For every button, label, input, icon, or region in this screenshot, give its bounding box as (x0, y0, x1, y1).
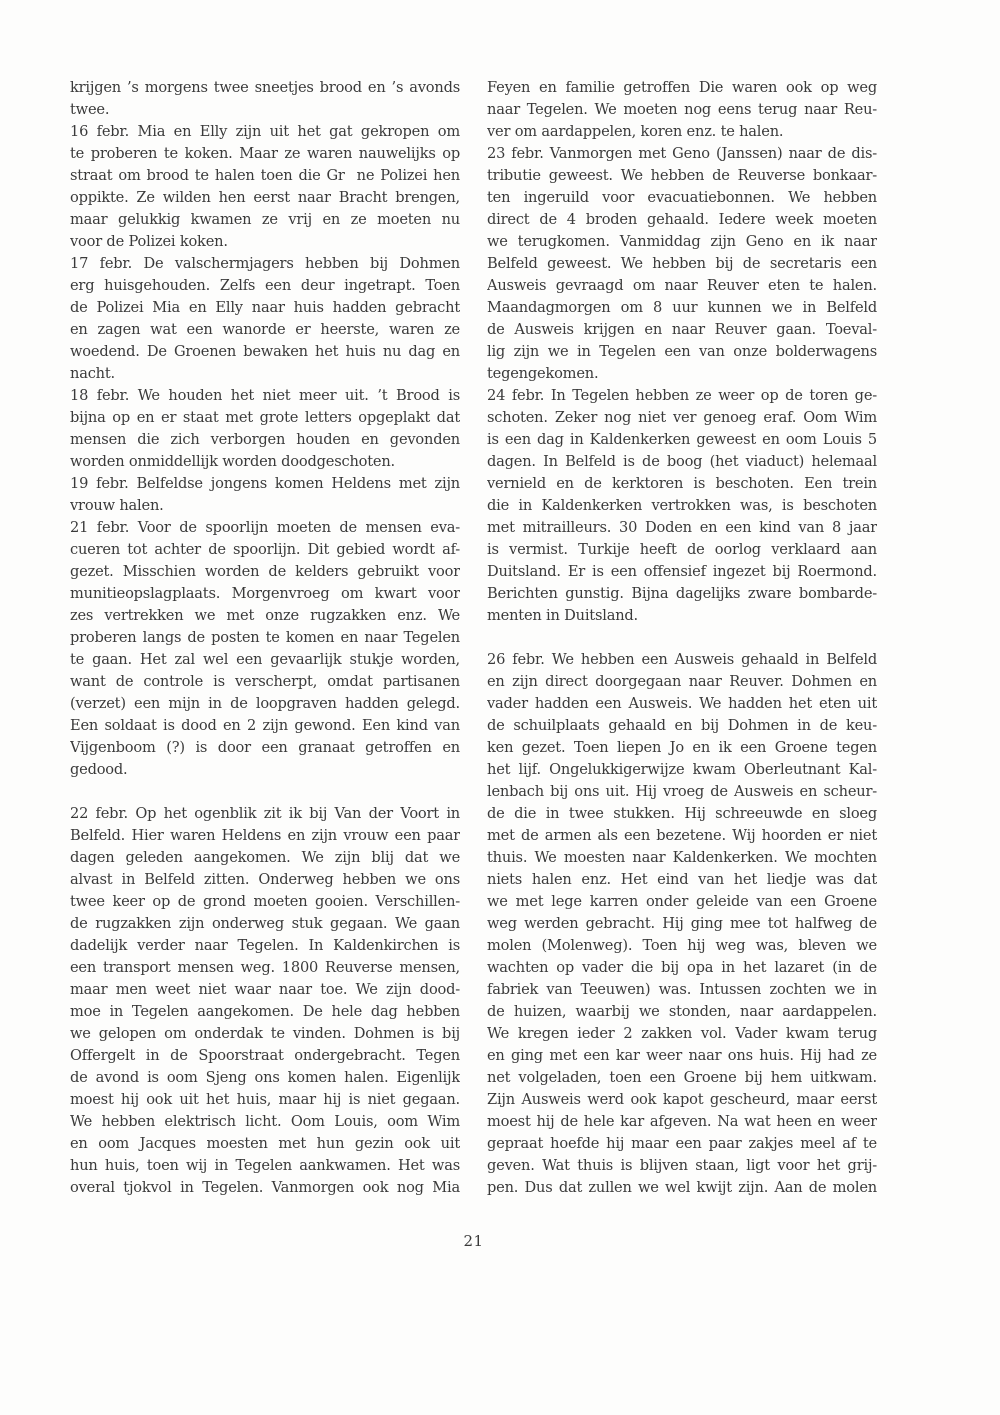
text-line: een transport mensen weg. 1800 Reuverse mensen, (70, 959, 460, 976)
text-line: 23 febr. Vanmorgen met Geno (Janssen) naar de dis- (487, 145, 877, 162)
text-line: nacht. (70, 365, 115, 382)
text-line: munitieopslagplaats. Morgenvroeg om kwart voor (70, 585, 460, 602)
text-line: zes vertrekken we met onze rugzakken enz. We (70, 607, 460, 624)
text-columns (70, 77, 877, 1199)
text-line: Maandagmorgen om 8 uur kunnen we in Belfeld (487, 299, 877, 316)
text-line: molen (Molenweg). Toen hij weg was, bleven we (487, 937, 877, 954)
text-line: fabriek van Teeuwen) was. Intussen zochten we in (487, 981, 877, 998)
text-line: tegengekomen. (487, 365, 599, 382)
text-line: Vijgenboom (?) is door een granaat getroffen en (70, 739, 460, 756)
text-line: met mitrailleurs. 30 Doden en een kind van 8 jaar (487, 519, 877, 536)
diary-paragraph (487, 143, 877, 385)
text-line: de die in twee stukken. Hij schreeuwde en sloeg (487, 805, 877, 822)
text-line: tributie geweest. We hebben de Reuverse bonkaar- (487, 167, 877, 184)
text-line: wachten op vader die bij opa in het lazaret (in de (487, 959, 877, 976)
text-line: de Polizei Mia en Elly naar huis hadden gebracht (70, 299, 460, 316)
text-line: woedend. De Groenen bewaken het huis nu dag en (70, 343, 460, 360)
text-line: Feyen en familie getroffen Die waren ook op weg (487, 79, 877, 96)
diary-paragraph (70, 77, 460, 121)
text-line: twee keer op de grond moeten gooien. Verschillen- (70, 893, 460, 910)
text-line: Belfeld geweest. We hebben bij de secretaris een (487, 255, 877, 272)
text-line: Ausweis gevraagd om naar Reuver eten te halen. (487, 277, 877, 294)
text-line: en ging met een kar weer naar ons huis. Hij had ze (487, 1047, 877, 1064)
text-line: te proberen te koken. Maar ze waren nauwelijks op (70, 145, 460, 162)
text-line: Offergelt in de Spoorstraat ondergebracht. Tegen (70, 1047, 460, 1064)
text-line: moest hij de hele kar afgeven. Na wat heen en weer (487, 1113, 877, 1130)
diary-paragraph (70, 803, 460, 1199)
text-line: moest hij ook uit het huis, maar hij is niet gegaan. (70, 1091, 460, 1108)
text-line: We kregen ieder 2 zakken vol. Vader kwam terug (487, 1025, 877, 1042)
text-line: dagen geleden aangekomen. We zijn blij dat we (70, 849, 460, 866)
text-line: is vermist. Turkije heeft de oorlog verklaard aan (487, 541, 877, 558)
diary-paragraph (70, 385, 460, 473)
text-line: is een dag in Kaldenkerken geweest en oom Louis 5 (487, 431, 877, 448)
text-line: we gelopen om onderdak te vinden. Dohmen is bij (70, 1025, 460, 1042)
text-line: thuis. We moesten naar Kaldenkerken. We mochten (487, 849, 877, 866)
text-line: gezet. Misschien worden de kelders gebruikt voor (70, 563, 460, 580)
text-line: ten ingeruild voor evacuatiebonnen. We hebben (487, 189, 877, 206)
text-line: bijna op en er staat met grote letters opgeplakt dat (70, 409, 460, 426)
text-line: 18 febr. We houden het niet meer uit. ’t Brood is (70, 387, 460, 404)
text-line: 22 febr. Op het ogenblik zit ik bij Van der Voort in (70, 805, 460, 822)
text-line: Belfeld. Hier waren Heldens en zijn vrouw een paar (70, 827, 460, 844)
text-line: geven. Wat thuis is blijven staan, ligt voor het grij- (487, 1157, 877, 1174)
text-line: vader hadden een Ausweis. We hadden het eten uit (487, 695, 877, 712)
text-line: schoten. Zeker nog niet ver genoeg eraf. Oom Wim (487, 409, 877, 426)
text-line: Een soldaat is dood en 2 zijn gewond. Een kind van (70, 717, 460, 734)
text-line: ver om aardappelen, koren enz. te halen. (487, 123, 784, 140)
text-line: gedood. (70, 761, 128, 778)
text-line: maar gelukkig kwamen ze vrij en ze moeten nu (70, 211, 460, 228)
text-line: maar men weet niet waar naar toe. We zijn dood- (70, 981, 460, 998)
text-line: en zijn direct doorgegaan naar Reuver. Dohmen en (487, 673, 877, 690)
diary-paragraph (70, 121, 460, 253)
diary-paragraph (487, 77, 877, 143)
text-line: (verzet) een mijn in de loopgraven hadden gelegd. (70, 695, 460, 712)
text-line: lenbach bij ons uit. Hij vroeg de Ausweis en scheur- (487, 783, 877, 800)
text-line: weg werden gebracht. Hij ging mee tot halfweg de (487, 915, 877, 932)
text-line: Berichten gunstig. Bijna dagelijks zware bombarde- (487, 585, 877, 602)
text-line: twee. (70, 101, 110, 118)
text-line: het lijf. Ongelukkigerwijze kwam Oberleutnant Kal- (487, 761, 877, 778)
text-line: vernield en de kerktoren is beschoten. Een trein (487, 475, 877, 492)
text-line: we met lege karren onder geleide van een Groene (487, 893, 877, 910)
column-right (487, 77, 877, 1199)
text-line: 24 febr. In Tegelen hebben ze weer op de toren ge- (487, 387, 877, 404)
diary-paragraph (70, 253, 460, 385)
text-line: proberen langs de posten te komen en naar Tegelen (70, 629, 460, 646)
text-line: we terugkomen. Vanmiddag zijn Geno en ik naar (487, 233, 877, 250)
text-line: 17 febr. De valschermjagers hebben bij Dohmen (70, 255, 460, 272)
diary-paragraph (70, 473, 460, 517)
text-line: voor de Polizei koken. (70, 233, 228, 250)
text-line: lig zijn we in Tegelen een van onze bolderwagens (487, 343, 877, 360)
text-line: 16 febr. Mia en Elly zijn uit het gat gekropen om (70, 123, 460, 140)
text-line: die in Kaldenkerken vertrokken was, is beschoten (487, 497, 877, 514)
text-line: want de controle is verscherpt, omdat partisanen (70, 673, 460, 690)
column-left (70, 77, 460, 1199)
text-line: en zagen wat een wanorde er heerste, waren ze (70, 321, 460, 338)
text-line: 21 febr. Voor de spoorlijn moeten de mensen eva- (70, 519, 460, 536)
text-line: dagen. In Belfeld is de boog (het viaduct) helemaal (487, 453, 877, 470)
text-line: Duitsland. Er is een offensief ingezet bij Roermond. (487, 563, 877, 580)
text-line: pen. Dus dat zullen we wel kwijt zijn. Aan de molen (487, 1179, 877, 1196)
text-line: de avond is oom Sjeng ons komen halen. Eigenlijk (70, 1069, 460, 1086)
text-line: de schuilplaats gehaald en bij Dohmen in de keu- (487, 717, 877, 734)
text-line: te gaan. Het zal wel een gevaarlijk stukje worden, (70, 651, 460, 668)
text-line: moe in Tegelen aangekomen. De hele dag hebben (70, 1003, 460, 1020)
text-line: ken gezet. Toen liepen Jo en ik een Groene tegen (487, 739, 877, 756)
text-line: naar Tegelen. We moeten nog eens terug naar Reu- (487, 101, 877, 118)
text-line: en oom Jacques moesten met hun gezin ook uit (70, 1135, 460, 1152)
text-line: de Ausweis krijgen en naar Reuver gaan. Toeval- (487, 321, 877, 338)
text-line: dadelijk verder naar Tegelen. In Kaldenkirchen is (70, 937, 460, 954)
text-line: Zijn Ausweis werd ook kapot gescheurd, maar eerst (487, 1091, 877, 1108)
text-line: de huizen, waarbij we stonden, naar aardappelen. (487, 1003, 877, 1020)
text-line: menten in Duitsland. (487, 607, 638, 624)
diary-paragraph (70, 517, 460, 781)
text-line: mensen die zich verborgen houden en gevonden (70, 431, 460, 448)
text-line: gepraat hoefde hij maar een paar zakjes meel af te (487, 1135, 877, 1152)
text-line: de rugzakken zijn onderweg stuk gegaan. We gaan (70, 915, 460, 932)
text-line: oppikte. Ze wilden hen eerst naar Bracht brengen, (70, 189, 460, 206)
diary-paragraph (487, 385, 877, 627)
page-number: 21 (463, 1232, 484, 1250)
text-line: We hebben elektrisch licht. Oom Louis, oom Wim (70, 1113, 460, 1130)
text-line: niets halen enz. Het eind van het liedje was dat (487, 871, 877, 888)
text-line: krijgen ’s morgens twee sneetjes brood en ’s avonds (70, 79, 460, 96)
text-line: cueren tot achter de spoorlijn. Dit gebied wordt af- (70, 541, 460, 558)
text-line: direct de 4 broden gehaald. Iedere week moeten (487, 211, 877, 228)
text-line: net volgeladen, toen een Groene bij hem uitkwam. (487, 1069, 877, 1086)
text-line: worden onmiddellijk worden doodgeschoten. (70, 453, 395, 470)
text-line: met de armen als een bezetene. Wij hoorden er niet (487, 827, 877, 844)
text-line: 19 febr. Belfeldse jongens komen Heldens met zijn (70, 475, 460, 492)
text-line: hun huis, toen wij in Tegelen aankwamen. Het was (70, 1157, 460, 1174)
text-line: alvast in Belfeld zitten. Onderweg hebben we ons (70, 871, 460, 888)
text-line: straat om brood te halen toen die Gr ne Polizei hen (70, 167, 460, 184)
text-line: erg huisgehouden. Zelfs een deur ingetrapt. Toen (70, 277, 460, 294)
text-line: vrouw halen. (70, 497, 164, 514)
diary-paragraph (487, 649, 877, 1199)
text-line: overal tjokvol in Tegelen. Vanmorgen ook nog Mia (70, 1179, 460, 1196)
text-line: 26 febr. We hebben een Ausweis gehaald in Belfeld (487, 651, 877, 668)
